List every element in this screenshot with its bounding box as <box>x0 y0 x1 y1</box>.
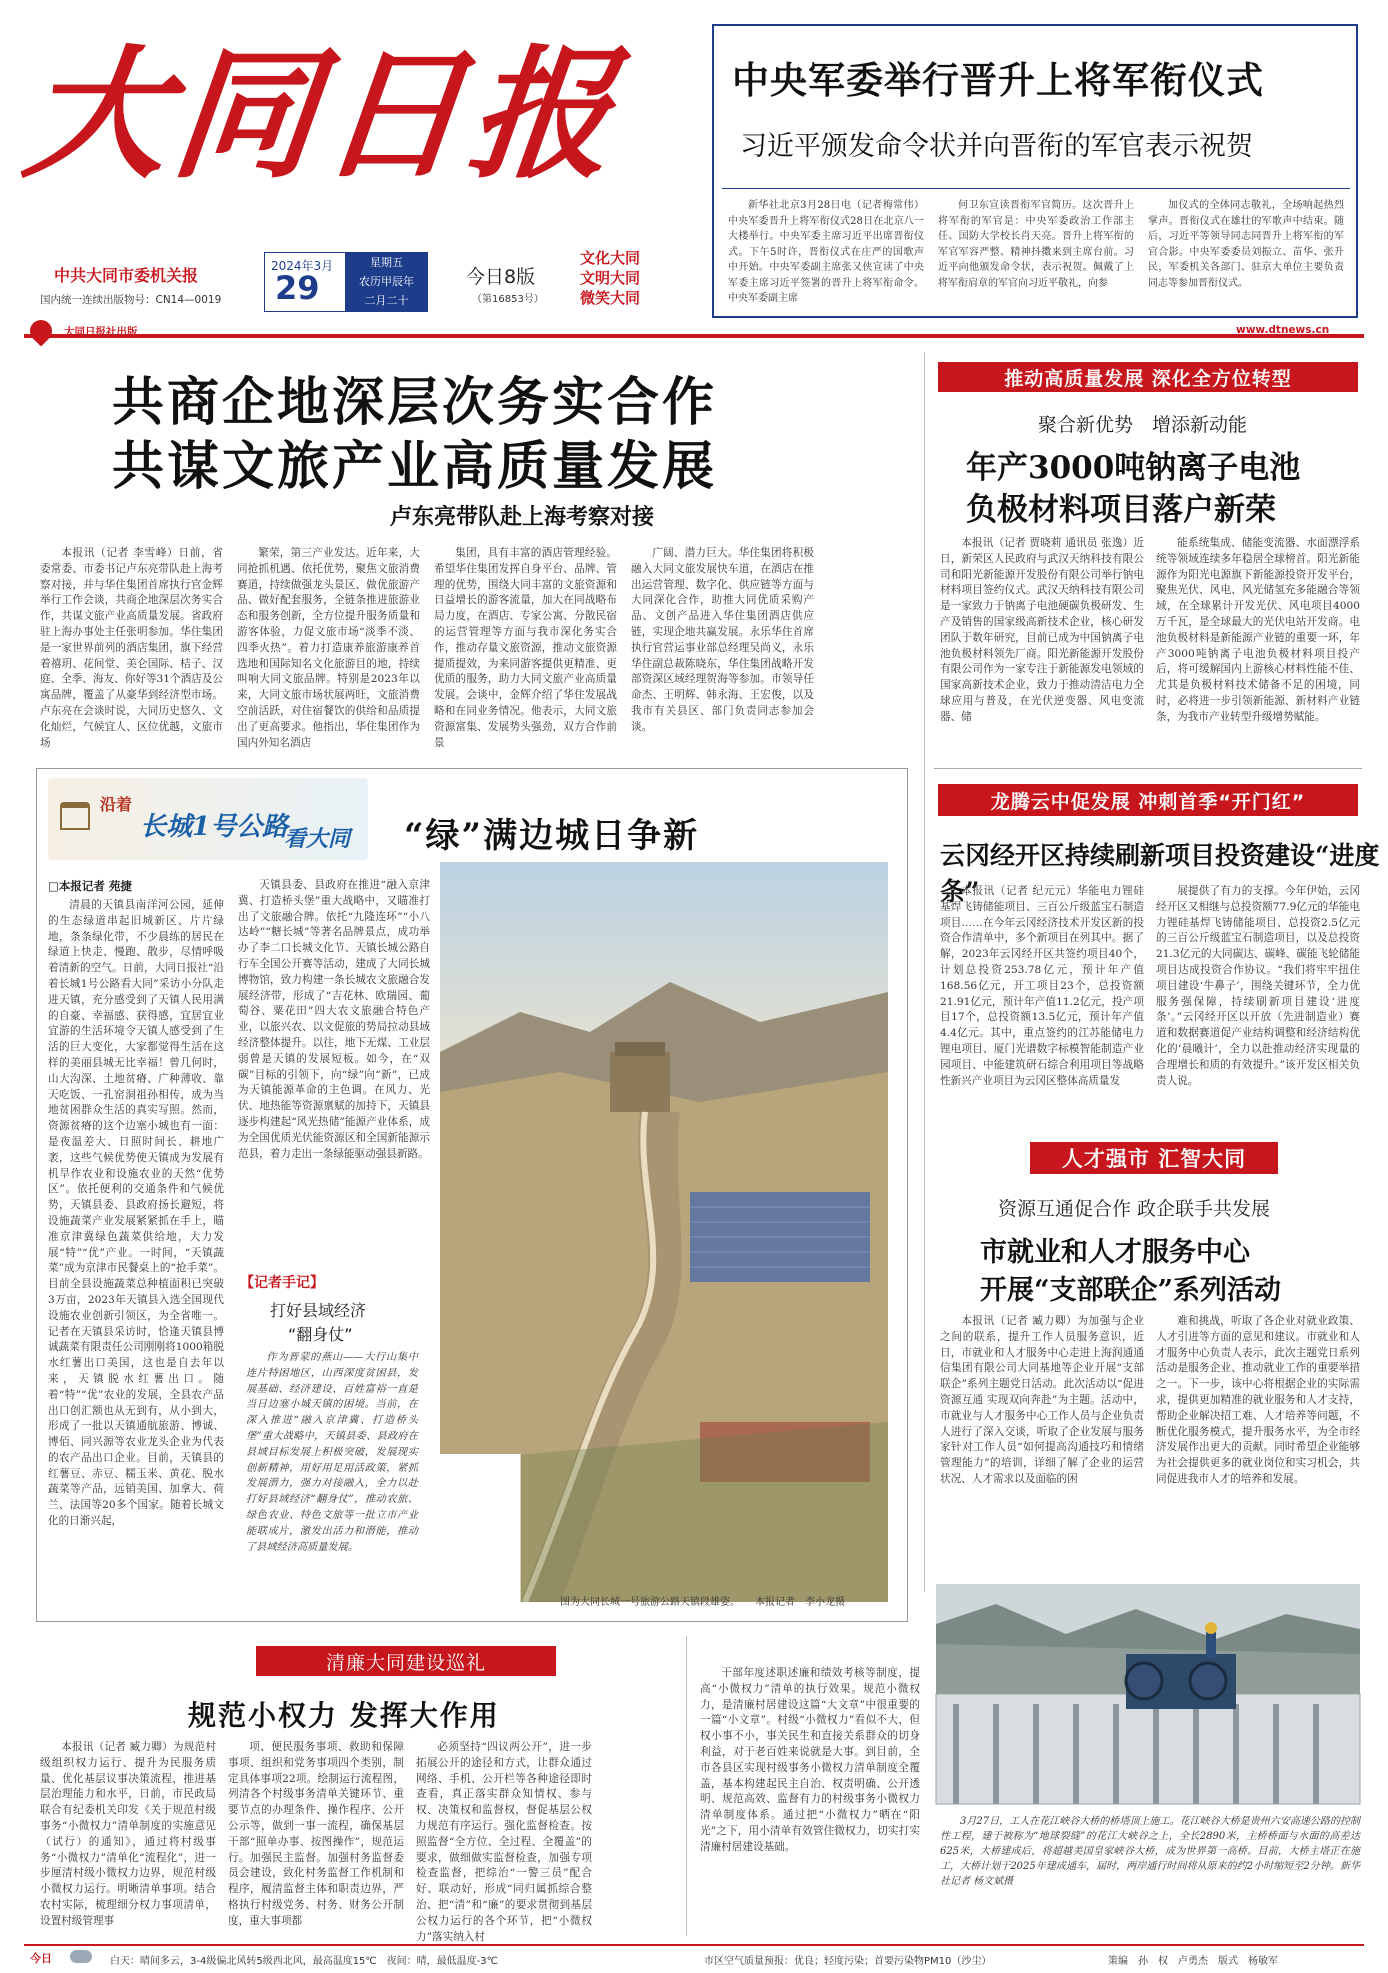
feature-banner-c: 看大同 <box>284 826 351 852</box>
note-title-2: “翻身仗” <box>288 1325 353 1344</box>
right3-title-2: 开展“支部联企”系列活动 <box>980 1275 1282 1306</box>
right1-title-1: 年产3000吨钠离子电池 <box>966 450 1301 486</box>
right2-title: 云冈经开区持续刷新项目投资建设“进度条” <box>940 841 1380 906</box>
bottom-tag: 清廉大同建设巡礼 <box>256 1646 556 1676</box>
date-box <box>264 252 428 312</box>
slogan-3: 微笑大同 <box>580 289 641 307</box>
footer-air: 市区空气质量预报：优良；轻度污染；首要污染物PM10（沙尘） <box>704 1956 992 1967</box>
feature-banner-b: 长城1号公路 <box>140 812 289 842</box>
photo-caption-line <box>560 1592 561 1593</box>
bridge-caption: 3月27日，工人在花江峡谷大桥的桥塔顶上施工。花江峡谷大桥是贵州六安高速公路的控制性工程，建于被称为“地球裂缝”的花江大峡谷之上，全长2890米，主桥桥面与水面的高差达625米，大桥建成后，将超越美国皇家峡谷大桥，成为世界第一高桥。目前，大桥主塔正在施工，大桥计划于2025年建成通车，届时，两岸通行时间将从原来的约2小时缩短至2分钟。新华社记者 杨文斌摄 <box>940 1816 1360 1887</box>
right1-col2: 能系统集成、储能变流器、水面漂浮系统等领域连续多年稳居全球榜首。阳光新能源作为阳光电源旗下新能源投资开发平台，聚焦光伏、风电、风光储氢充多能融合等领域，在全球累计开发光伏、风电项目4000万千瓦，是全球最大的光伏电站开发商。电池负极材料是新能源产业链的重要一环，年产3000吨钠离子电池负极材料项目投产后，将可缓解国内上游核心材料性能不佳、尤其是负极材料技术储备不足的困境，同时，必将进一步引领新能源、新材料产业链条，为我市产业转型升级增势赋能。 <box>1156 537 1360 723</box>
right3-col2: 难和挑战，听取了各企业对就业政策、人才引进等方面的意见和建议。市就业和人才服务中心负责人表示，此次主题党日系列活动是服务企业、推动就业工作的重要举措之一。下一步，该中心将根据企业的实际需求，提供更加精准的就业服务和人才支持，帮助企业解决招工难、人才培养等问题，不断优化服务模式，提升服务水平，为全市经济发展作出更大的贡献。同时希望企业能够为社会提供更多的就业岗位和实习机会，共同促进我市人才的培养和发展。 <box>1156 1315 1360 1485</box>
date-lunar <box>345 253 428 312</box>
weekday: 星期五 <box>370 256 403 269</box>
masthead-sponsor: 中共大同市委机关报 <box>54 266 199 285</box>
bridge-photo <box>936 1584 1360 1804</box>
bottom-col3: 必须坚持“四议两公开”，进一步拓展公开的途径和方式，让群众通过网络、手机、公开栏等各种途径即时查看，真正落实群众知情权、参与权、决策权和监督权，督促基层公权力规范有序运行。强化监督检查。按照监督“全方位、全过程、全覆盖”的要求，做细做实监督检查，加强专项检查监督，把综治“一警三员”配合好、联动好，形成“同归属抓综合整治、把“清”和“廉”的要求贯彻到基层公权力运行的各个环节，把“小微权力”落实纳入村 <box>416 1741 592 1943</box>
right2-col2: 展提供了有力的支撑。今年伊始，云冈经开区又相继与总投资额77.9亿元的华能电力锂硅基焊飞铸储能项目、总投资2.5亿元的三百公斤级蓝宝石制造项目，以及总投资21.3亿元的大同碳达、碳峰、碳能飞轮储能项目达成投资合作协议。“我们将牢牢扭住项目建设‘牛鼻子’，围绕关键环节，全力优服务强保障，持续刷新项目建设‘进度条’。”云冈经开区以开放（先进制造业）赛道和数据赛道促产业结构调整和经济结构优化的‘晨曦计’，全力以赴推动经济实现量的合理增长和质的有效提升。”该开发区相关负责人说。 <box>1156 885 1360 1087</box>
bottom-col4: 干部年度述职述廉和绩效考核等制度，提高“小微权力”清单的执行效果。规范小微权力，是清廉村居建设这篇“大文章”中很重要的一篇“小文章”。村级“小微权力”看似不大，但权小事不小，事关民生和直接关系群众的切身利益，对于老百姓来说就是大事。到目前，全市各县区实现村级事务小微权力清单制度全覆盖，基本构建起民主自治、权责明确、公开透明、规范高效、监督有力的村级事务小微权力清单制度体系。通过把“小微权力”晒在“阳光”之下，用小清单有效管住微权力，切实打实清廉村居建设基础。 <box>700 1667 920 1853</box>
right1-col1: 本报讯（记者 贾晓莉 通讯员 张逸）近日，新荣区人民政府与武汉天纳科技有限公司和阳光新能源开发股份有限公司举行钠电材料项目签约仪式。武汉天纳科技有限公司是一家致力于钠离子电池硬碳负极研发、生产及销售的国家级高新技术企业，核心研发团队于数年研究，目前已成为中国钠离子电池负极材料领先厂商。阳光新能源开发股份有限公司作为一家专注于新能源发电领域的国家高新技术企业，致力于推动清洁电力全球应用与普及，在光伏逆变器、风电变流器、储 <box>940 537 1144 723</box>
feature-byline: □本报记者 苑捷 <box>48 879 132 893</box>
feature-title: “绿”满边城日争新 <box>404 816 700 856</box>
lead-subtitle: 卢东亮带队赴上海考察对接 <box>390 504 655 530</box>
publisher-flame-icon <box>25 315 56 346</box>
lead-col4: 广阔、潜力巨大。华住集团将积极融入大同文旅发展快车道，在酒店在推出运营管理、数字化、供应链等方面与大同深化合作，助推大同优质采购产品、文创产品进入华住集团酒店供应链，实现企地共赢发展。永乐华住首席执行官营运事业部总经理吴尚义，永乐华住副总裁陈晓东，华住集团战略开发部资深区域经理贺海等参加。市领导任命杰、王明辉、韩永海、王宏俊，以及我市有关县区、部门负责同志参加会谈。 <box>631 547 814 733</box>
column-divider <box>924 352 925 1592</box>
gate-icon <box>60 802 90 830</box>
top-news-title: 中央军委举行晋升上将军衔仪式 <box>732 59 1264 102</box>
right1-tag: 推动高质量发展 深化全方位转型 <box>938 362 1358 392</box>
footer-today: 今日 <box>30 1952 52 1965</box>
masthead-cn-number: 国内统一连续出版物号：CN14—0019 <box>40 294 222 306</box>
masthead-rule <box>24 334 1364 338</box>
top-news-box <box>712 24 1358 318</box>
weather-cloud-icon <box>70 1950 92 1963</box>
lunar-year: 农历甲辰年 <box>359 275 414 288</box>
bridge-illustration <box>936 1584 1360 1804</box>
feature-col2: 天镇县委、县政府在推进“融入京津冀、打造桥头堡”重大战略中，又瞄准打出了文旅融合牌。依托“九隆连环”“小八达岭”“糖长城”等著名品牌景点，成功举办了李二口长城文化节、天镇长城公路自行车全国公开赛等活动，建成了大同长城博物馆，致力构建一条长城农文旅融合发展经济带，形成了“吉花林、欧瑞园、葡萄谷、粟花田”四大农文旅融合特色产业，以旅兴农、以文促旅的势局拉动县域经济整体提升。以往，地下无煤、工业层弱曾是天镇的发展短板。如今，在“双碳”目标的引领下，向“绿”向“新”，已成为天镇能源革命的主色调。在风力、光伏、地热能等资源禀赋的加持下，天镇县逐步构建起“风光热储”能源产业体系，成为全国优质光伏能资源区和全国新能源示范县，着力走出一条绿能驱动强县新路。 <box>238 879 430 1160</box>
slogan-1: 文化大同 <box>580 249 641 267</box>
note-tag: 【记者手记】 <box>240 1275 324 1291</box>
top-news-divider <box>722 188 1350 189</box>
right2-tag: 龙腾云中促发展 冲刺首季“开门红” <box>938 784 1358 816</box>
top-news-subtitle: 习近平颁发命令状并向晋衔的军官表示祝贺 <box>740 131 1253 162</box>
footer-weather: 白天：晴间多云，3-4级偏北风转5级西北风，最高温度15℃ 夜间：晴，最低温度-3℃ <box>110 1956 498 1967</box>
issue-number: （第16853号） <box>472 294 544 305</box>
note-title-1: 打好县域经济 <box>270 1301 367 1320</box>
right3-tag: 人才强市 汇智大同 <box>1030 1142 1278 1174</box>
lead-col3: 集团，具有丰富的酒店管理经验。希望华住集团发挥自身平台、品牌、管理的优势，围绕大同丰富的文旅资源和日益增长的游客流量，加大在同战略布局力度，在酒店、专家公寓、分散民宿的运营管理等方面与我市深化务实合作，推动存量文旅资源，推动文旅资源提质提效，为来同游客提供更精准、更优质的服务，助力大同文旅产业高质量发展。会谈中，金辉介绍了华住发展战略和在同业务情况。他表示，大同文旅资源富集、发展势头强劲，双方合作前景 <box>434 547 617 749</box>
lead-title-1: 共商企地深层次务实合作 <box>112 373 718 433</box>
slogans <box>580 248 640 308</box>
right1-divider <box>934 768 1362 769</box>
bottom-col1: 本报讯（记者 臧力卿）为规范村级组织权力运行、提升为民服务质量、优化基层议事决策流程，推进基层治理能力和水平，日前，市民政局联合有纪委机关印发《关于规范村级事务“小微权力”清单制度的实施意见（试行）的通知》，通过将村级事务“小微权力”清单化“流程化”，进一步厘清村级小微权力边界，规范村级小微权力运行。明晰清单事项。结合农村实际，梳理细分权力事项清单，设置村级管理事 <box>40 1741 216 1927</box>
right3-col1: 本报讯（记者 臧力卿）为加强与企业之间的联系，提升工作人员服务意识，近日，市就业和人才服务中心走进上海润通通信集团有限公司大同基地等企业开展“支部联企”系列主题党日活动。此次活动以“促进资源互通 实现双向奔赴”为主题。活动中，市就业与人才服务中心工作人员与企业负责人进行了深入交谈，听取了企业发展与服务家针对工作人员“如何提高沟通技巧和情绪管理能力”的培训，详细了解了企业的运营状况、人才需求以及面临的困 <box>940 1315 1144 1485</box>
lead-col2: 繁荣，第三产业发达。近年来，大同抢抓机遇、依托优势，聚焦文旅消费赛道，持续做强龙头景区、做优旅游产品、做好配套服务，全链条推进旅游业态和服务创新，全方位提升服务质量和游客体验，力促文旅市场“淡季不淡、四季火热”。着力打造康养旅游康养首选地和国际知名文化旅游目的地，持续叫响大同文旅品牌。特别是2023年以来，大同文旅市场状展两旺，文旅消费空前活跃，对住宿餐饮的供给和品质提出了更高要求。他指出，华住集团作为国内外知名酒店 <box>237 547 420 749</box>
date-day: 29 <box>275 269 320 307</box>
right1-sub: 聚合新优势 增添新动能 <box>1038 414 1248 436</box>
feature-banner <box>48 778 368 860</box>
footer-editors: 策编 孙 权 卢勇杰 版式 杨敏军 <box>1108 1956 1278 1967</box>
masthead-logo <box>17 30 686 200</box>
right3-title-1: 市就业和人才服务中心 <box>980 1237 1250 1268</box>
lead-col1: 本报讯（记者 李雪峰）日前，省委常委、市委书记卢东亮带队赴上海考察对接，并与华住集团首席执行官金辉举行工作会谈，共商企地深层次务实合作，共谋文旅产业高质量发展。省政府驻上海办事处主任张明参加。华住集团是一家世界前列的酒店集团，旗下经营着禧玥、花间堂、美仑国际、桔子、汉庭、全季、海友、你好等31个酒店及公寓品牌，覆盖了从豪华到经济型市场。卢东亮在会谈时说，大同历史悠久、文化灿烂，气候宜人、区位优越，文旅市场 <box>40 547 223 749</box>
top-news-col1: 新华社北京3月28日电（记者梅常伟）中央军委晋升上将军衔仪式28日在北京八一大楼举行。中央军委主席习近平出席晋衔仪式。下午5时许，晋衔仪式在庄严的国歌声中开始。中央军委副主席张又侠宣读了中央军委主席习近平签署的晋升上将军衔命令。中央军委副主席 <box>728 200 924 304</box>
bottom-title: 规范小权力 发挥大作用 <box>188 1699 500 1732</box>
feature-col1: 清晨的天镇县南洋河公园，延伸的生态绿道串起旧城新区、片片绿地，条条绿化带，不少晨练的居民在绿道上快走、慢跑、散步，尽情呼吸着清新的空气。日前，大同日报社“沿着长城1号公路看大同”采访小分队走进天镇，充分感受到了天镇人民用满的自豪、幸福感、获得感，宜居宜业宜游的生活环境令天镇人感受到了生活的巨大变化，大家都觉得生活在这样的美丽县城无比幸福！曾几何时，山大沟深、土地贫瘠、广种薄收、靠天吃饭、一孔窑洞祖孙相传，成为当地贫困群众生活的真实写照。然而，资源贫瘠的这个边塞小城也有一面：是夜温差大、日照时间长、耕地广袤，这些气候优势使天镇成为发展有机旱作农业和设施农业的天然“优势区”。依托便利的交通条件和气候优势，天镇县委、县政府扬长避短，将设施蔬菜产业发展紧紧抓在手上，瞄准京津冀绿色蔬菜供给地，大力发展“特”“优”产业。一时间，“天镇蔬菜”成为京津市民餐桌上的“抢手菜”。目前全县设施蔬菜总种植面积已突破3万亩，2023年天镇县入选全国现代设施农业创新引领区，为全省唯一。记者在天镇县采访时，恰逢天镇县博诚蔬菜有限责任公司刚刚将1000箱脱水红薯出口美国，这也是自去年以来，天镇脱水红薯出口。随着“特”“优”农业的发展，全县农产品出口创汇额也从无到有，从小到大，形成了一批以天镇通航旅游、博诚、博佰、同兴源等农业龙头企业为代表的农产品出口企业。目前，天镇县的红薯豆、赤豆、糯玉米、黄花、脱水蔬菜等产品，远销美国、加拿大、荷兰、法国等20多个国家。随着长城文化的日渐兴起， <box>48 899 224 1528</box>
note-body: 作为晋蒙的燕山——大行山集中连片特困地区，山西深度贫困县，发展基础、经济建设、百姓富裕一直是当日边塞小城天镇的困境。当前，在深入推进“融入京津冀、打造桥头堡”重大战略中，天镇县委、县政府在县域目标发展上积极突破，发展现实创新精神，用好用足用活政策，紧抓发展潜力，强力对接融入，全力以赴打好县域经济“翻身仗”，推动农旅、绿色农业、特色文旅等一批立市产业能联成片，激发出活力和潜能，推动了县域经济高质量发展。 <box>246 1352 418 1553</box>
lead-title-2: 共谋文旅产业高质量发展 <box>112 437 718 497</box>
top-news-col3: 加仪式的全体同志敬礼，全场响起热烈掌声。晋衔仪式在雄壮的军歌声中结束。随后，习近平等领导同志同晋升上将军衔的军官合影。中央军委委员刘振立、苗华、张升民，军委机关各部门、驻京大单位主要负责同志等参加晋衔仪式。 <box>1148 200 1344 289</box>
publisher: 大同日报社出版 <box>64 326 138 338</box>
slogan-2: 文明大同 <box>580 269 641 287</box>
right1-title-2: 负极材料项目落户新荣 <box>966 492 1276 528</box>
masthead-logo-text: 大同日报 <box>17 32 627 198</box>
lunar-day: 二月二十 <box>364 294 409 307</box>
footer-rule <box>24 1944 1364 1946</box>
right2-col1: 本报讯（记者 纪元元）华能电力锂硅基焊飞铸储能项目、三百公斤级蓝宝石制造项目……在今年云冈经济技术开发区新的投资合作清单中，多个新项目在列其中。据了解，2023年云冈经开区共签约项目40个，计划总投资253.78亿元，预计年产值168.56亿元，开工项目23个，总投资额21.91亿元，预计年产值11.2亿元，投产项目17个，总投资额13.5亿元，预计年产值4.4亿元。其中，重点签约的江苏能储电力锂电项目、厦门光谱数字标模智能制造产业园项目、中能建筑研石综合利用项目等战略性新兴产业项目为云冈区整体高质量发 <box>940 885 1144 1087</box>
date-month: 2024年3月 <box>271 259 334 273</box>
website[interactable]: www.dtnews.cn <box>1236 324 1330 336</box>
bottom-col2: 项、便民服务事项、救助和保障事项、组织和党务事项四个类别，制定具体事项22项。绘制运行流程图，列清各个村级事务清单关键环节、重要节点的办理条件、操作程序、公开公示等，做到一事一流程，确保基层干部“照单办事、按图操作”，规范运行。加强民主监督。加强村务监督委员会建设，致化村务监督工作机制和程序，履清监督主体和职责边界，严格执行村级党务、村务、财务公开制度，重大事项都 <box>228 1741 404 1927</box>
feature-photo-caption: 图为大同长城一号旅游公路天镇段雄姿。 本报记者 李小龙摄 <box>560 1597 845 1608</box>
feature-banner-a: 沿着 <box>100 795 133 814</box>
pages-count: 今日8版 <box>466 266 536 288</box>
top-news-col2: 何卫东宣读晋衔军官简历。这次晋升上将军衔的军官是：中央军委政治工作部主任、国防大学校长肖天亮。晋升上将军衔的军官军容严整、精神抖擞来到主席台前。习近平向他颁发命令状，表示祝贺。佩戴了上将军衔肩章的军官向习近平敬礼，向参 <box>938 200 1134 289</box>
bottom-divider <box>686 1636 687 1936</box>
right3-sub: 资源互通促合作 政企联手共发展 <box>998 1198 1271 1220</box>
